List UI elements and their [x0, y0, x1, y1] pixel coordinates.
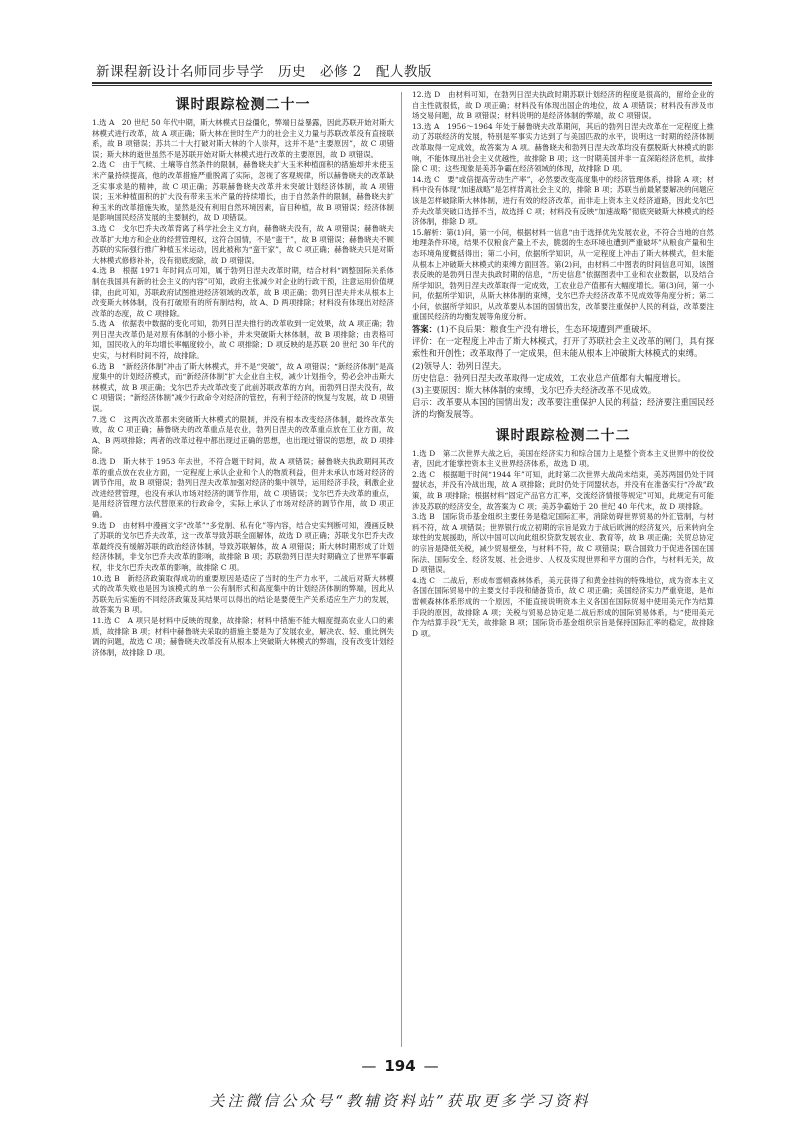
answer-item: 9.选 D 由材料中漫画文字“改革”“多党制、私有化”等内容，结合史实判断可知，漫画反映了苏联的戈尔巴乔夫改革，这一改革导致苏联全面解体，故选 D 项正确；苏联戈尔巴乔夫改革最终没有缓解苏联的政治经济体制，导致苏联解体，故 A 项错误；斯大林时期形成了计划经济体制，非戈尔巴乔夫改革的影响，故排除 B 项；苏联勃列日涅夫时期确立了世界军事霸权，非戈尔巴乔夫改革的影响，故排除 C 项。 [92, 520, 394, 572]
answer-item: 1.选 A 20 世纪 50 年代中期，斯大林模式日益僵化，弊端日益暴露，因此苏联开始对斯大林模式进行改革，故 A 项正确；斯大林在世时生产力的社会主义力量与苏联改革没有直接联系，故 B 项错误；苏共二十大打破对斯大林的个人崇拜，这并不是“主要原因”，故 C 项错误；斯大林的逝世虽然不是苏联开始对斯大林模式进行改革的主要原因，故 D 项错误。 [92, 118, 394, 159]
answer-item: 4.选 B 根据 1971 年时间点可知，属于勃列日涅夫改革时期，结合材料“调整国际关系体制在我国具有新的社会主义的内容”可知，政府主张减少对企业的行政干预，注意运用价值规律，由此可知，苏联政府试图推进经济领域的改革，故 B 项正确；勃列日涅夫并未从根本上改变斯大林体制，没有打破原有的所有制结构，故 A、D 两项排除；材料没有体现出对经济改革的态度，故 C 项排除。 [92, 266, 394, 318]
answer-item: 15.解析：第(1)问，第一小问，根据材料一信息“由于选择优先发展农业，不符合当地的自然地理条件环境，结果不仅粮食产量上不去，脆弱的生态环境也遭到严重破坏”从粮食产量和生态环境角度概括得出；第二小问，依据所学知识，从一定程度上冲击了斯大林模式，但未能从根本上冲破斯大林模式的束缚方面回答。第(2)问，由材料二中图表的时间信息可知，该图表反映的是勃列日涅夫执政时期的信息，“历史信息”依据图表中工业和农业数据，以及结合所学知识，勃列日涅夫改革取得一定成效，工农业总产值都有大幅度增长。第(3)问，第一小问，依据所学知识，从斯大林体制的束缚，戈尔巴乔夫经济改革不见成效等角度分析；第二小问，依据所学知识，从改革要从本国的国情出发，改革要注重保护人民的利益，改革要注重国民经济的均衡发展等角度分析。 [412, 227, 714, 322]
answer-item: 11.选 C A 项只是材料中反映的现象，故排除；材料中措施不能大幅度提高农业人口的素质，故排除 B 项；材料中赫鲁晓夫采取的措施主要是为了发展农业，解决农、轻、重比例失调的问题，故选 C 项；赫鲁晓夫改革没有从根本上突破斯大林模式的弊端，没有改变计划经济体制，故排除 D 项。 [92, 615, 394, 657]
two-column-body [92, 90, 714, 1050]
answer-item: 14.选 C 要“或倍提高劳动生产率”，必然要改变高度集中的经济管理体系，排除 A 项；材料中没有体现“加速战略”是怎样背离社会主义的，排除 B 项；苏联当前最紧要解决的问题应该是怎样破除斯大林体制，进行有效的经济改革，而非走上资本主义经济道路，因此戈尔巴乔夫改革突破口选择不当，故选择 C 项；材料没有反映“加速战略”彻底突破斯大林模式的经济体制，排除 D 项。 [412, 174, 714, 227]
left-column [92, 90, 394, 1050]
answer-line: 评价：在一定程度上冲击了斯大林模式，打开了苏联社会主义改革的闸门，具有探索性和开创性；改革取得了一定成果，但未能从根本上冲破斯大林模式的束缚。 [412, 336, 714, 359]
header-rule-thin [92, 85, 712, 86]
answer-item: 2.选 C 根据题干时间“1944 年”可知，此时第二次世界大战尚未结束，美苏两国仍处于同盟状态，并没有冷战出现，故 A 项排除；此时仍处于同盟状态，并没有在准备实行“冷战”政策，故 B 项排除；根据材料“固定产品官方汇率，交流经济情报等规定”可知，此规定有可能涉及苏联的经济安全，故答案为 C 项；美苏争霸始于 20 世纪 40 年代末，故 D 项排除。 [412, 469, 714, 511]
answer-line: 历史信息：勃列日涅夫改革取得一定成效，工农业总产值都有大幅度增长。 [412, 372, 686, 383]
answer-item: 6.选 B “新经济体制”冲击了斯大林模式，并不是“突破”，故 A 项错误；“新经济体制”是高度集中的计划经济模式，而“新经济体制”扩大企业自主权，减少计划指令，势必会冲击斯大林模式，故 B 项正确；戈尔巴乔夫改革改变了此前苏联改革的方向，而勃列日涅夫没有，故 C 项错误；“新经济体制”减少行政命令对经济的管控，有利于经济的恢复与发展，故 D 项错误。 [92, 361, 394, 414]
answer-line: (3)主要原因：斯大林体制的束缚，戈尔巴乔夫经济改革不见成效。 [412, 385, 657, 396]
answer-label: 答案： [412, 324, 437, 335]
section-title-21: 课时跟踪检测二十一 [175, 97, 311, 113]
answer-item: 3.选 C 戈尔巴乔夫改革背离了科学社会主义方向，赫鲁晓夫没有，故 A 项错误；赫鲁晓夫改革扩大地方和企业的经营管理权，这符合国情，不是“蛮干”，故 B 项错误；赫鲁晓夫不顾苏联的实际强行推广种植玉米运动，因此被称为“蛮干家”，故 C 项正确；赫鲁晓夫只是对斯大林模式修修补补，没有彻底废除，故 D 项错误。 [92, 223, 394, 265]
running-header: 新课程新设计名师同步导学 历史 必修 2 配人教版 [96, 64, 432, 80]
answer-line: (1)不良后果：粮食生产没有增长，生态环境遭到严重破坏。 [436, 324, 657, 335]
right-column [412, 90, 714, 1050]
answer-item: 2.选 C 由于气候、土壤等自然条件的限制，赫鲁晓夫扩大玉米种植面积的措施却并未使玉米产量持续提高，他的改革措施严重脱离了实际，忽视了客观规律，所以赫鲁晓夫的改革缺乏实事求是的精神，故 C 项正确；苏联赫鲁晓夫改革并未突破计划经济体制，故 A 项错误；玉米种植面积的扩大没有带来玉米产量的持续增长，由于自然条件的限制，赫鲁晓夫扩种玉米的改革措施失败，显然是没有利用自然环境因素，盲目种植，故 B 项错误；经济体制是影响国民经济发展的主要制约，故 D 项错误。 [92, 160, 394, 223]
answer-item: 3.选 B 国际货币基金组织主要任务是稳定国际汇率，消除妨碍世界贸易的外汇管制，与材料不符，故 A 项错误；世界银行成立初期的宗旨是致力于战后欧洲的经济复兴，后来转向全球性的发展援助，所以中国可以向此组织贷款发展农业、教育等，故 B 项正确；关贸总协定的宗旨是降低关税，减少贸易壁垒，与材料不符，故 C 项错误；联合国致力于促进各国在国际法、国际安全、经济发展、社会进步、人权及实现世界和平方面的合作，与材料无关，故 D 项错误。 [412, 512, 714, 575]
answer-item: 13.选 A 1956～1964 年处于赫鲁晓夫改革期间，其后的勃列日涅夫改革在一定程度上推动了苏联经济的发展，特别是军事实力达到了与美国匹敌的水平，说明这一时期的经济体制改革取得一定成效，故答案为 A 项。赫鲁晓夫和勃列日涅夫改革均没有摆脱斯大林模式的影响，不能体现出社会主义优越性，故排除 B 项；这一时期美国并非一直深陷经济危机，故排除 C 项；这些现象是美苏争霸在经济领域的体现，故排除 D 项。 [412, 121, 714, 174]
answer-item: 1.选 D 第二次世界大战之后，美国在经济实力和综合国力上是整个资本主义世界中的佼佼者，因此才能掌控资本主义世界经济体系，故选 D 项。 [412, 448, 714, 469]
answer-line: (2)领导人：勃列日涅夫。 [412, 360, 507, 371]
page-number-value: 194 [384, 1057, 416, 1075]
answer-item: 5.选 A 依据表中数据的变化可知，勃列日涅夫推行的改革收到一定效果，故 A 项正确；勃列日涅夫改革仍是对原有体制的小修小补，并未突破斯大林体制，故 B 项排除；由表格可知，国民收入的年均增长率幅度较小，故 C 项排除；D 项反映的是苏联 20 世纪 30 年代的史实，与材料时间不符，故排除。 [92, 319, 394, 361]
answer-item: 4.选 C 二战后，形成布雷顿森林体系，美元获得了和黄金挂钩的特殊地位，成为资本主义各国在国际贸易中的主要支付手段和储备货币，故 C 项正确；美国经济实力严重衰退，是布雷顿森林体系形成的一个原因，不能直接说明资本主义各国在国际贸易中使用美元作为结算手段的原因，故排除 A 项；关税与贸易总协定是二战后形成的国际贸易体系，与“使用美元作为结算手段”无关，故排除 B 项；国际货币基金组织宗旨是保持国际汇率的稳定，故排除 D 项。 [412, 575, 714, 638]
footer-note: 关注微信公众号“教辅资料站”获取更多学习资料 [209, 1092, 591, 1110]
answer-item: 7.选 C 这两次改革都未突破斯大林模式的限制，并没有根本改变经济体制，最终改革失败，故 C 项正确；赫鲁晓夫的改革重点是农业，勃列日涅夫的改革重点放在工业方面，故 A、B 两项排除；两者的改革过程中都出现过正确的思想，也出现过错误的思想，故 D 项排除。 [92, 414, 394, 456]
page-number: — 194 — [361, 1057, 439, 1075]
section2-answer-list [412, 449, 714, 640]
answer-item: 8.选 D 斯大林于 1953 年去世，不符合题干时间，故 A 项错误；赫鲁晓夫执政期间其改革的重点放在农业方面，一定程度上承认企业和个人的物质利益，但并未承认市场对经济的调节作用，故 B 项错误；勃列日涅夫改革加强对经济的集中领导，运用经济手段，刺激企业改进经营管理，也没有承认市场对经济的调节作用，故 C 项错误；戈尔巴乔夫改革的重点，是用经济管理方法代替原来的行政命令，实际上承认了市场对经济的调节作用，故 D 项正确。 [92, 457, 394, 519]
answer-line: 启示：改革要从本国的国情出发；改革要注重保护人民的利益；经济要注重国民经济的均衡发展等。 [412, 397, 714, 420]
answer-block [412, 323, 714, 421]
header-rule [92, 82, 712, 84]
answer-item: 10.选 B 新经济政策取得成功的重要原因是适应了当时的生产力水平，二战后对斯大林模式的改革失败也是因为该模式的单一公有制形式和高度集中的计划经济体制的弊端，因此从苏联先后实施的不同经济政策及其结果可以得出的结论是要使生产关系适应生产力的发展，故答案为 B 项。 [92, 573, 394, 615]
right-answer-list [412, 90, 714, 323]
answer-item: 12.选 D 由材料可知，在勃列日涅夫执政时期苏联计划经济的程度是很高的，留给企业的自主性就很低，故 D 项正确；材料没有体现出国企的地位，故 A 项错误；材料没有涉及市场交易问题，故 B 项错误；材料说明的是经济体制的弊端，故 C 项错误。 [412, 90, 714, 121]
section-title-22: 课时跟踪检测二十二 [495, 427, 631, 444]
left-answer-list [92, 118, 394, 658]
